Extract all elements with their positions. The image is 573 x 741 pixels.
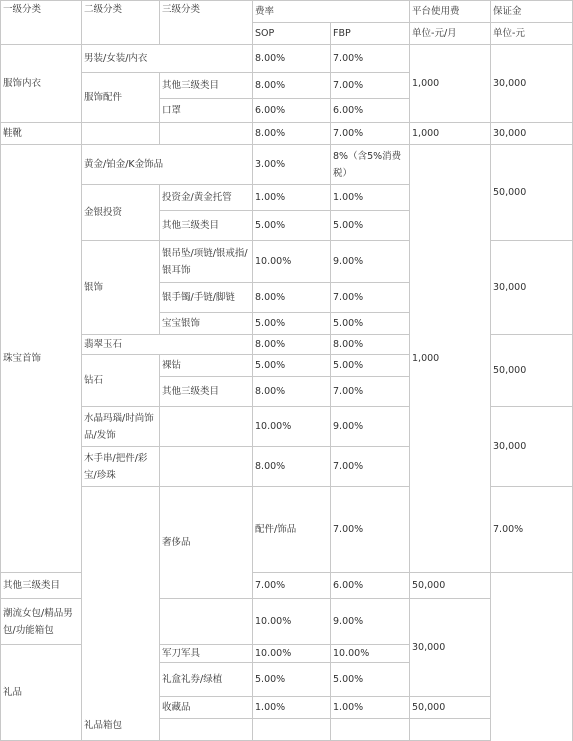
deposit-cell: 50,000 <box>491 145 573 241</box>
deposit-cell: 30,000 <box>410 599 491 697</box>
sop-cell: 10.00% <box>253 407 331 447</box>
platform-fee-cell: 1,000 <box>410 123 491 145</box>
sop-cell: 7.00% <box>253 573 331 599</box>
fbp-cell: 8%（含5%消费税） <box>331 145 410 185</box>
deposit-cell: 30,000 <box>491 241 573 335</box>
fbp-cell: 6.00% <box>331 573 410 599</box>
l3-cell: 其他三级类目 <box>1 573 82 599</box>
fbp-cell: 1.00% <box>331 697 410 719</box>
sop-cell: 8.00% <box>253 283 331 313</box>
l1-jewelry: 珠宝首饰 <box>1 145 82 573</box>
l3-cell: 宝宝银饰 <box>160 313 253 335</box>
sop-empty <box>253 719 331 741</box>
l2-crystal: 水晶玛瑙/时尚饰品/发饰 <box>82 407 160 447</box>
sop-cell: 7.00% <box>331 487 410 573</box>
header-l1: 一级分类 <box>1 1 82 45</box>
sop-cell: 5.00% <box>253 313 331 335</box>
l2-gold: 黄金/铂金/K金饰品 <box>82 145 253 185</box>
fbp-cell: 7.00% <box>331 123 410 145</box>
header-l3: 三级分类 <box>160 1 253 45</box>
fbp-cell: 7.00% <box>331 283 410 313</box>
sop-cell: 8.00% <box>253 123 331 145</box>
sop-cell: 10.00% <box>253 645 331 663</box>
fbp-cell: 7.00% <box>331 447 410 487</box>
l1-clothing: 服饰内衣 <box>1 45 82 123</box>
l3-empty <box>160 407 253 447</box>
header-platform-unit: 单位-元/月 <box>410 23 491 45</box>
l1-gifts: 礼品箱包 <box>82 487 160 741</box>
fbp-cell: 5.00% <box>331 313 410 335</box>
header-fbp: FBP <box>331 23 410 45</box>
l3-empty <box>160 123 253 145</box>
sop-cell: 8.00% <box>253 335 331 355</box>
sop-cell: 1.00% <box>253 697 331 719</box>
header-deposit-unit: 单位-元 <box>491 23 573 45</box>
l2-wood: 木手串/把件/彩宝/珍珠 <box>82 447 160 487</box>
fbp-cell: 9.00% <box>331 407 410 447</box>
deposit-cell: 50,000 <box>410 573 491 599</box>
l2-accessories: 服饰配件 <box>82 73 160 123</box>
deposit-empty <box>410 719 491 741</box>
l2-diamond: 钻石 <box>82 355 160 407</box>
sop-cell: 6.00% <box>253 99 331 123</box>
l2-gift: 礼品 <box>1 645 82 741</box>
l2-jade: 翡翠玉石 <box>82 335 253 355</box>
l3-cell: 其他三级类目 <box>160 211 253 241</box>
l3-empty <box>160 599 253 645</box>
fbp-cell: 5.00% <box>331 211 410 241</box>
fbp-cell: 6.00% <box>331 99 410 123</box>
fbp-cell: 7.00% <box>331 377 410 407</box>
deposit-cell: 30,000 <box>491 123 573 145</box>
l2-silver: 银饰 <box>82 241 160 335</box>
l3-empty <box>160 719 253 741</box>
l3-cell: 军刀军具 <box>160 645 253 663</box>
l3-cell: 口罩 <box>160 99 253 123</box>
l3-cell: 其他三级类目 <box>160 377 253 407</box>
l3-cell: 裸钻 <box>160 355 253 377</box>
deposit-cell: 50,000 <box>491 335 573 407</box>
deposit-cell: 30,000 <box>491 407 573 487</box>
sop-cell: 5.00% <box>253 663 331 697</box>
sop-cell: 5.00% <box>253 211 331 241</box>
sop-cell: 10.00% <box>253 241 331 283</box>
platform-fee-cell: 1,000 <box>410 145 491 573</box>
header-deposit: 保证金 <box>491 1 573 23</box>
l2-bags: 潮流女包/精品男包/功能箱包 <box>1 599 82 645</box>
fbp-cell: 8.00% <box>331 335 410 355</box>
sop-cell: 1.00% <box>253 185 331 211</box>
fbp-cell: 7.00% <box>491 487 573 573</box>
fbp-cell: 5.00% <box>331 355 410 377</box>
l3-cell: 配件/饰品 <box>253 487 331 573</box>
l3-cell: 投资金/黄金托管 <box>160 185 253 211</box>
fbp-cell: 9.00% <box>331 599 410 645</box>
deposit-cell: 50,000 <box>410 697 491 719</box>
fbp-cell: 7.00% <box>331 73 410 99</box>
fbp-cell: 5.00% <box>331 663 410 697</box>
l3-cell: 礼盒礼券/绿植 <box>160 663 253 697</box>
sop-cell: 8.00% <box>253 73 331 99</box>
sop-cell: 5.00% <box>253 355 331 377</box>
l2-luxury: 奢侈品 <box>160 487 253 599</box>
platform-fee-cell: 1,000 <box>410 45 491 123</box>
sop-cell: 10.00% <box>253 599 331 645</box>
fbp-cell: 1.00% <box>331 185 410 211</box>
l2-menswear: 男装/女装/内衣 <box>82 45 253 73</box>
l2-gold-investment: 金银投资 <box>82 185 160 241</box>
deposit-cell: 30,000 <box>491 45 573 123</box>
fbp-cell: 9.00% <box>331 241 410 283</box>
fbp-cell: 7.00% <box>331 45 410 73</box>
sop-cell: 3.00% <box>253 145 331 185</box>
fbp-cell: 10.00% <box>331 645 410 663</box>
sop-cell: 8.00% <box>253 45 331 73</box>
l3-cell: 银吊坠/项链/银戒指/银耳饰 <box>160 241 253 283</box>
l2-empty <box>82 123 160 145</box>
l3-cell: 银手镯/手链/脚链 <box>160 283 253 313</box>
header-platform-fee: 平台使用费 <box>410 1 491 23</box>
header-l2: 二级分类 <box>82 1 160 45</box>
header-rate: 费率 <box>253 1 410 23</box>
l3-empty <box>160 447 253 487</box>
fbp-empty <box>331 719 410 741</box>
sop-cell: 8.00% <box>253 377 331 407</box>
sop-cell: 8.00% <box>253 447 331 487</box>
l3-cell: 其他三级类目 <box>160 73 253 99</box>
l3-cell: 收藏品 <box>160 697 253 719</box>
header-sop: SOP <box>253 23 331 45</box>
l1-shoes: 鞋靴 <box>1 123 82 145</box>
